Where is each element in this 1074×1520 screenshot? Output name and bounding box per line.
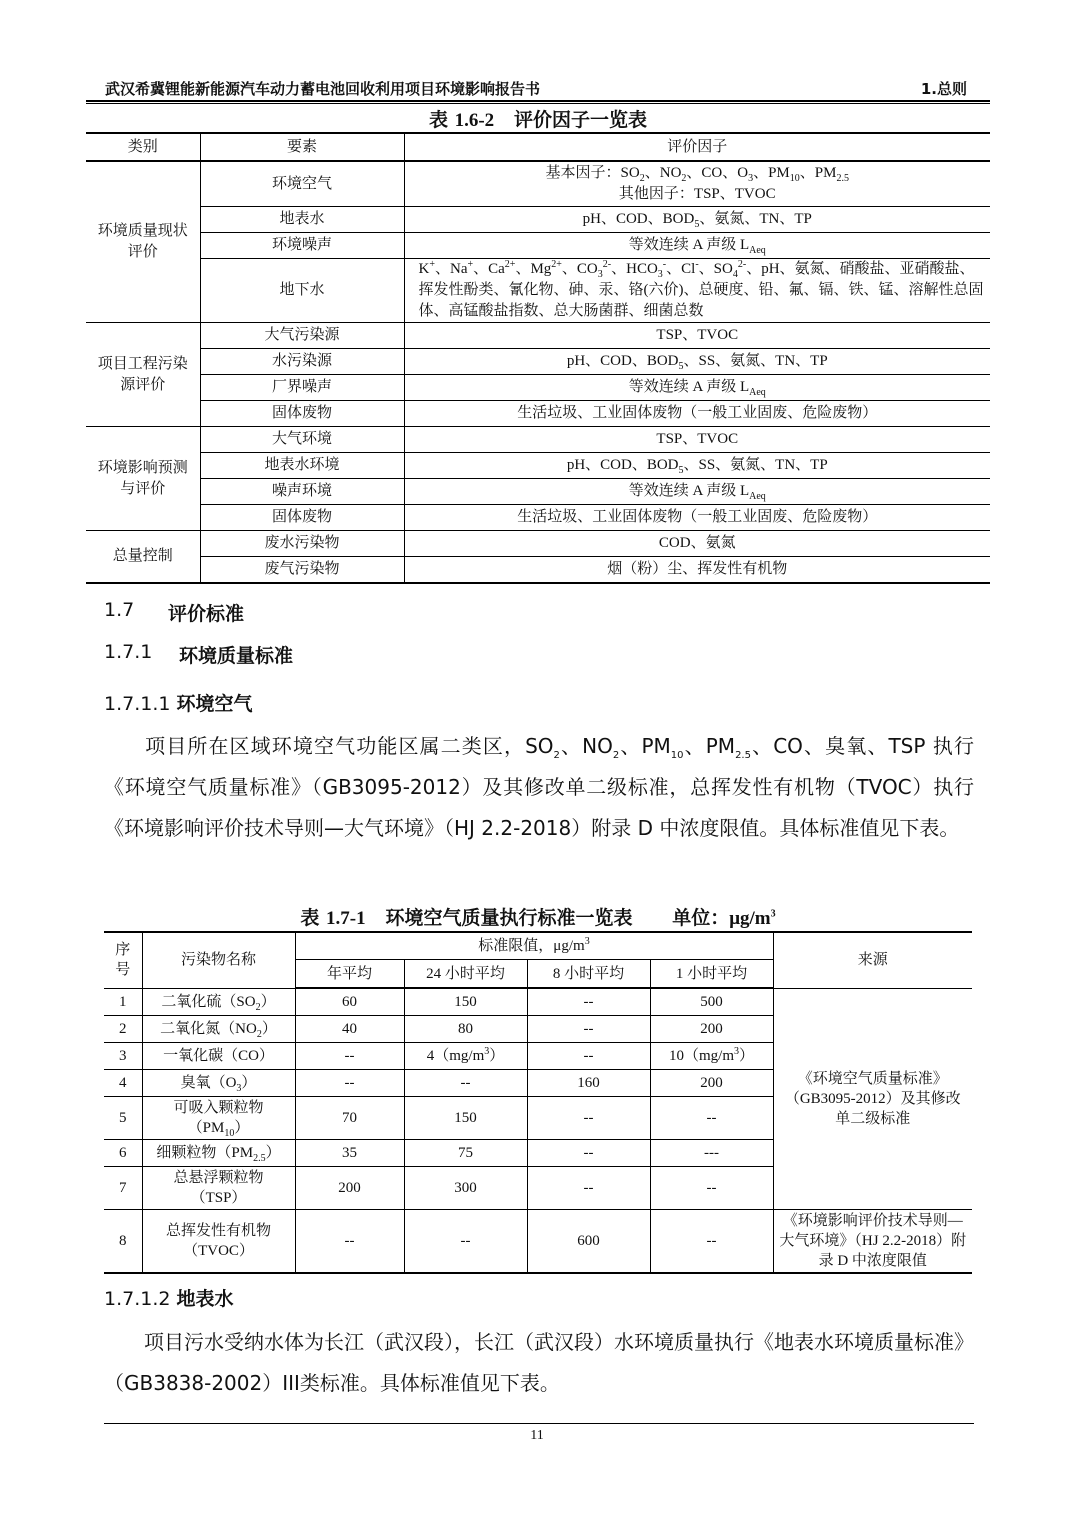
cell-24h: 80: [404, 1015, 527, 1042]
table-row: [86, 427, 990, 453]
caption-number: 1.7-1: [326, 908, 366, 929]
table-header-row: [86, 133, 990, 161]
category-label: 项目工程污染源评价: [97, 355, 188, 393]
header-rule: [86, 100, 990, 102]
cell-8h: 160: [527, 1069, 650, 1096]
element-cell: 废气污染物: [200, 557, 404, 584]
caption-number: 1.6-2: [454, 110, 495, 131]
factor-cell: 等效连续 A 声级 $L_{Aeq}$: [404, 375, 990, 401]
caption-prefix: 表: [428, 109, 448, 131]
caption-prefix: 表: [300, 907, 320, 929]
cell-no: 2: [104, 1015, 142, 1042]
cell-annual: 40: [295, 1015, 404, 1042]
cell-24h: 300: [404, 1166, 527, 1209]
factor-line: 基本因子：$SO_2$、$NO_2$、CO、$O_3$、$PM_{10}$、$PM_{2.5}$: [545, 165, 849, 184]
table-row: [86, 557, 990, 584]
header-category: 类别: [86, 133, 200, 161]
table-1-6-2-caption: [86, 105, 990, 132]
table-row: [86, 479, 990, 505]
element-cell: 大气环境: [200, 427, 404, 453]
header-24h: 24 小时平均: [404, 960, 527, 989]
element-cell: 固体废物: [200, 401, 404, 427]
table-row: [86, 349, 990, 375]
element-cell: 废水污染物: [200, 531, 404, 557]
category-cell: [86, 323, 200, 427]
evaluation-factor-table: [86, 132, 990, 584]
cell-annual: --: [295, 1069, 404, 1096]
cell-annual: 200: [295, 1166, 404, 1209]
surface-water-paragraph: [104, 1322, 974, 1404]
header-annual: 年平均: [295, 960, 404, 989]
page-number: 11: [530, 1428, 544, 1443]
section-title: 环境质量标准: [179, 645, 294, 667]
factor-cell: pH、COD、$BOD_5$、SS、氨氮、TN、TP: [404, 453, 990, 479]
source-text: 《环境影响评价技术导则—大气环境》（HJ 2.2-2018）附录 D 中浓度限值: [779, 1212, 967, 1269]
category-cell: [86, 427, 200, 531]
factor-cell: K+、Na+、$Ca^{2+}$、$Mg^{2+}$、$CO_3^{2-}$、$HCO_3^-$、Cl-、$SO_4^{2-}$、pH、氨氮、硝酸盐、亚硝酸盐、挥发性酚类、氰化物、砷、汞、铬(六价)、总硬度、铅、氟、镉、铁、锰、溶解性总固体、高锰酸盐指数、总大肠菌群、细菌总数: [404, 259, 990, 323]
header-no: 序号: [104, 932, 142, 988]
cell-annual: 70: [295, 1096, 404, 1139]
element-cell: 固体废物: [200, 505, 404, 531]
cell-8h: --: [527, 1042, 650, 1069]
cell-pollutant: 细颗粒物$(PM_{2.5})$: [142, 1139, 295, 1166]
paragraph-text: 项目污水受纳水体为长江（武汉段），长江（武汉段）水环境质量执行《地表水环境质量标准》（GB3838-2002）III类标准。具体标准值见下表。: [104, 1330, 974, 1395]
cell-pollutant: 二氧化氮$(NO_2)$: [142, 1015, 295, 1042]
cell-annual: --: [295, 1042, 404, 1069]
cell-pollutant: 一氧化碳（CO）: [142, 1042, 295, 1069]
cell-1h: --: [650, 1209, 773, 1273]
factor-line: 其他因子：TSP、TVOC: [618, 186, 776, 202]
cell-no: 6: [104, 1139, 142, 1166]
cell-1h: $10(mg/m^3)$: [650, 1042, 773, 1069]
factor-cell: pH、COD、$BOD_5$、氨氮、TN、TP: [404, 207, 990, 233]
category-label: 环境影响预测与评价: [97, 459, 188, 497]
section-number: 1.7.1: [104, 641, 153, 663]
cell-pollutant: 总挥发性有机物 （TVOC）: [142, 1209, 295, 1273]
header-source: 来源: [773, 932, 972, 988]
header-pollutant: 污染物名称: [142, 932, 295, 988]
factor-cell: 生活垃圾、工业固体废物（一般工业固废、危险废物）: [404, 401, 990, 427]
factor-cell: 生活垃圾、工业固体废物（一般工业固废、危险废物）: [404, 505, 990, 531]
cell-24h: 150: [404, 988, 527, 1015]
category-cell: [86, 161, 200, 323]
element-cell: 厂界噪声: [200, 375, 404, 401]
cell-source: [773, 1209, 972, 1273]
table-row: [86, 505, 990, 531]
cell-no: 5: [104, 1096, 142, 1139]
air-standard-paragraph: 项目所在区域环境空气功能区属二类区，$SO_2$、$NO_2$、$PM_{10}$、$PM_{2.5}$、CO、臭氧、TSP 执行《环境空气质量标准》（GB3095-2012）及其修改单二级标准，总挥发性有机物（TVOC）执行《环境影响评价技术导则—大气环境》（HJ 2.2-2018）附录 D 中浓度限值。具体标准值见下表。: [104, 734, 975, 840]
cell-1h: ---: [650, 1139, 773, 1166]
element-cell: 地表水: [200, 207, 404, 233]
element-cell: 环境噪声: [200, 233, 404, 259]
category-cell: 总量控制: [86, 531, 200, 584]
cell-8h: 600: [527, 1209, 650, 1273]
table-row: [104, 988, 972, 1015]
header-element: 要素: [200, 133, 404, 161]
section-title: 地表水: [176, 1288, 234, 1310]
section-number: 1.7: [104, 599, 135, 621]
table-row: [86, 453, 990, 479]
cell-24h: --: [404, 1209, 527, 1273]
section-title: 环境空气: [176, 693, 253, 715]
factor-cell: [404, 161, 990, 207]
caption-title: 评价因子一览表: [514, 109, 648, 131]
table-row: [86, 161, 990, 207]
cell-8h: --: [527, 1015, 650, 1042]
cell-1h: --: [650, 1096, 773, 1139]
cell-1h: 500: [650, 988, 773, 1015]
section-heading-1-7-1-2: [104, 1284, 234, 1311]
cell-annual: 60: [295, 988, 404, 1015]
cell-1h: 200: [650, 1069, 773, 1096]
factor-cell: TSP、TVOC: [404, 427, 990, 453]
air-quality-standard-table: [104, 931, 972, 1274]
factor-cell: 等效连续 A 声级 $L_{Aeq}$: [404, 233, 990, 259]
source-text: 《环境空气质量标准》（GB3095-2012）及其修改单二级标准: [784, 1070, 961, 1127]
cell-no: 3: [104, 1042, 142, 1069]
table-row: [86, 375, 990, 401]
factor-cell: 烟（粉）尘、挥发性有机物: [404, 557, 990, 584]
header-limit: 标准限值，$\mu g/m^3$: [295, 932, 773, 960]
element-cell: 噪声环境: [200, 479, 404, 505]
table-row: [104, 1209, 972, 1273]
cell-no: 8: [104, 1209, 142, 1273]
cell-24h: --: [404, 1069, 527, 1096]
cell-no: 1: [104, 988, 142, 1015]
cell-24h: $4(mg/m^3)$: [404, 1042, 527, 1069]
element-cell: 环境空气: [200, 161, 404, 207]
table-1-7-1-caption: [104, 903, 972, 930]
element-cell: 地下水: [200, 259, 404, 323]
cell-8h: --: [527, 988, 650, 1015]
section-number: 1.7.1.2: [104, 1288, 171, 1310]
factor-cell: pH、COD、$BOD_5$、SS、氨氮、TN、TP: [404, 349, 990, 375]
footer-rule: [104, 1423, 974, 1424]
cell-8h: --: [527, 1139, 650, 1166]
cell-annual: 35: [295, 1139, 404, 1166]
section-heading-1-7-1: [104, 641, 294, 667]
cell-annual: --: [295, 1209, 404, 1273]
table-row: [86, 323, 990, 349]
header-8h: 8 小时平均: [527, 960, 650, 989]
cell-8h: --: [527, 1096, 650, 1139]
section-title: 评价标准: [168, 603, 245, 625]
caption-unit: 单位：$\mu g/m^3$: [672, 908, 776, 929]
cell-1h: 200: [650, 1015, 773, 1042]
element-cell: 水污染源: [200, 349, 404, 375]
factor-cell: COD、氨氮: [404, 531, 990, 557]
table-row: [86, 233, 990, 259]
page-header: [105, 76, 967, 98]
factor-cell: 等效连续 A 声级 $L_{Aeq}$: [404, 479, 990, 505]
cell-24h: 150: [404, 1096, 527, 1139]
cell-1h: --: [650, 1166, 773, 1209]
section-heading-1-7-1-1: [104, 689, 253, 716]
header-factor: 评价因子: [404, 133, 990, 161]
cell-no: 7: [104, 1166, 142, 1209]
section-number: 1.7.1.1: [104, 693, 171, 715]
caption-title: 环境空气质量执行标准一览表: [385, 907, 633, 929]
cell-no: 4: [104, 1069, 142, 1096]
category-label: 环境质量现状评价: [97, 223, 188, 260]
cell-8h: --: [527, 1166, 650, 1209]
element-cell: 大气污染源: [200, 323, 404, 349]
section-heading-1-7: [104, 599, 245, 625]
cell-pollutant: 可吸入颗粒物 $(PM_{10})$: [142, 1096, 295, 1139]
table-row: [86, 259, 990, 323]
element-cell: 地表水环境: [200, 453, 404, 479]
table-row: [86, 531, 990, 557]
table-header-row: [104, 932, 972, 960]
chapter-label: 1.总则: [920, 80, 967, 98]
table-row: [86, 207, 990, 233]
cell-source: [773, 988, 972, 1209]
table-row: [86, 401, 990, 427]
cell-24h: 75: [404, 1139, 527, 1166]
cell-pollutant: 总悬浮颗粒物 （TSP）: [142, 1166, 295, 1209]
factor-cell: TSP、TVOC: [404, 323, 990, 349]
cell-pollutant: 二氧化硫$(SO_2)$: [142, 988, 295, 1015]
document-title: 武汉希冀锂能新能源汽车动力蓄电池回收利用项目环境影响报告书: [105, 80, 541, 98]
header-rule-thin: [86, 103, 990, 104]
header-1h: 1 小时平均: [650, 960, 773, 989]
cell-pollutant: 臭氧$(O_3)$: [142, 1069, 295, 1096]
